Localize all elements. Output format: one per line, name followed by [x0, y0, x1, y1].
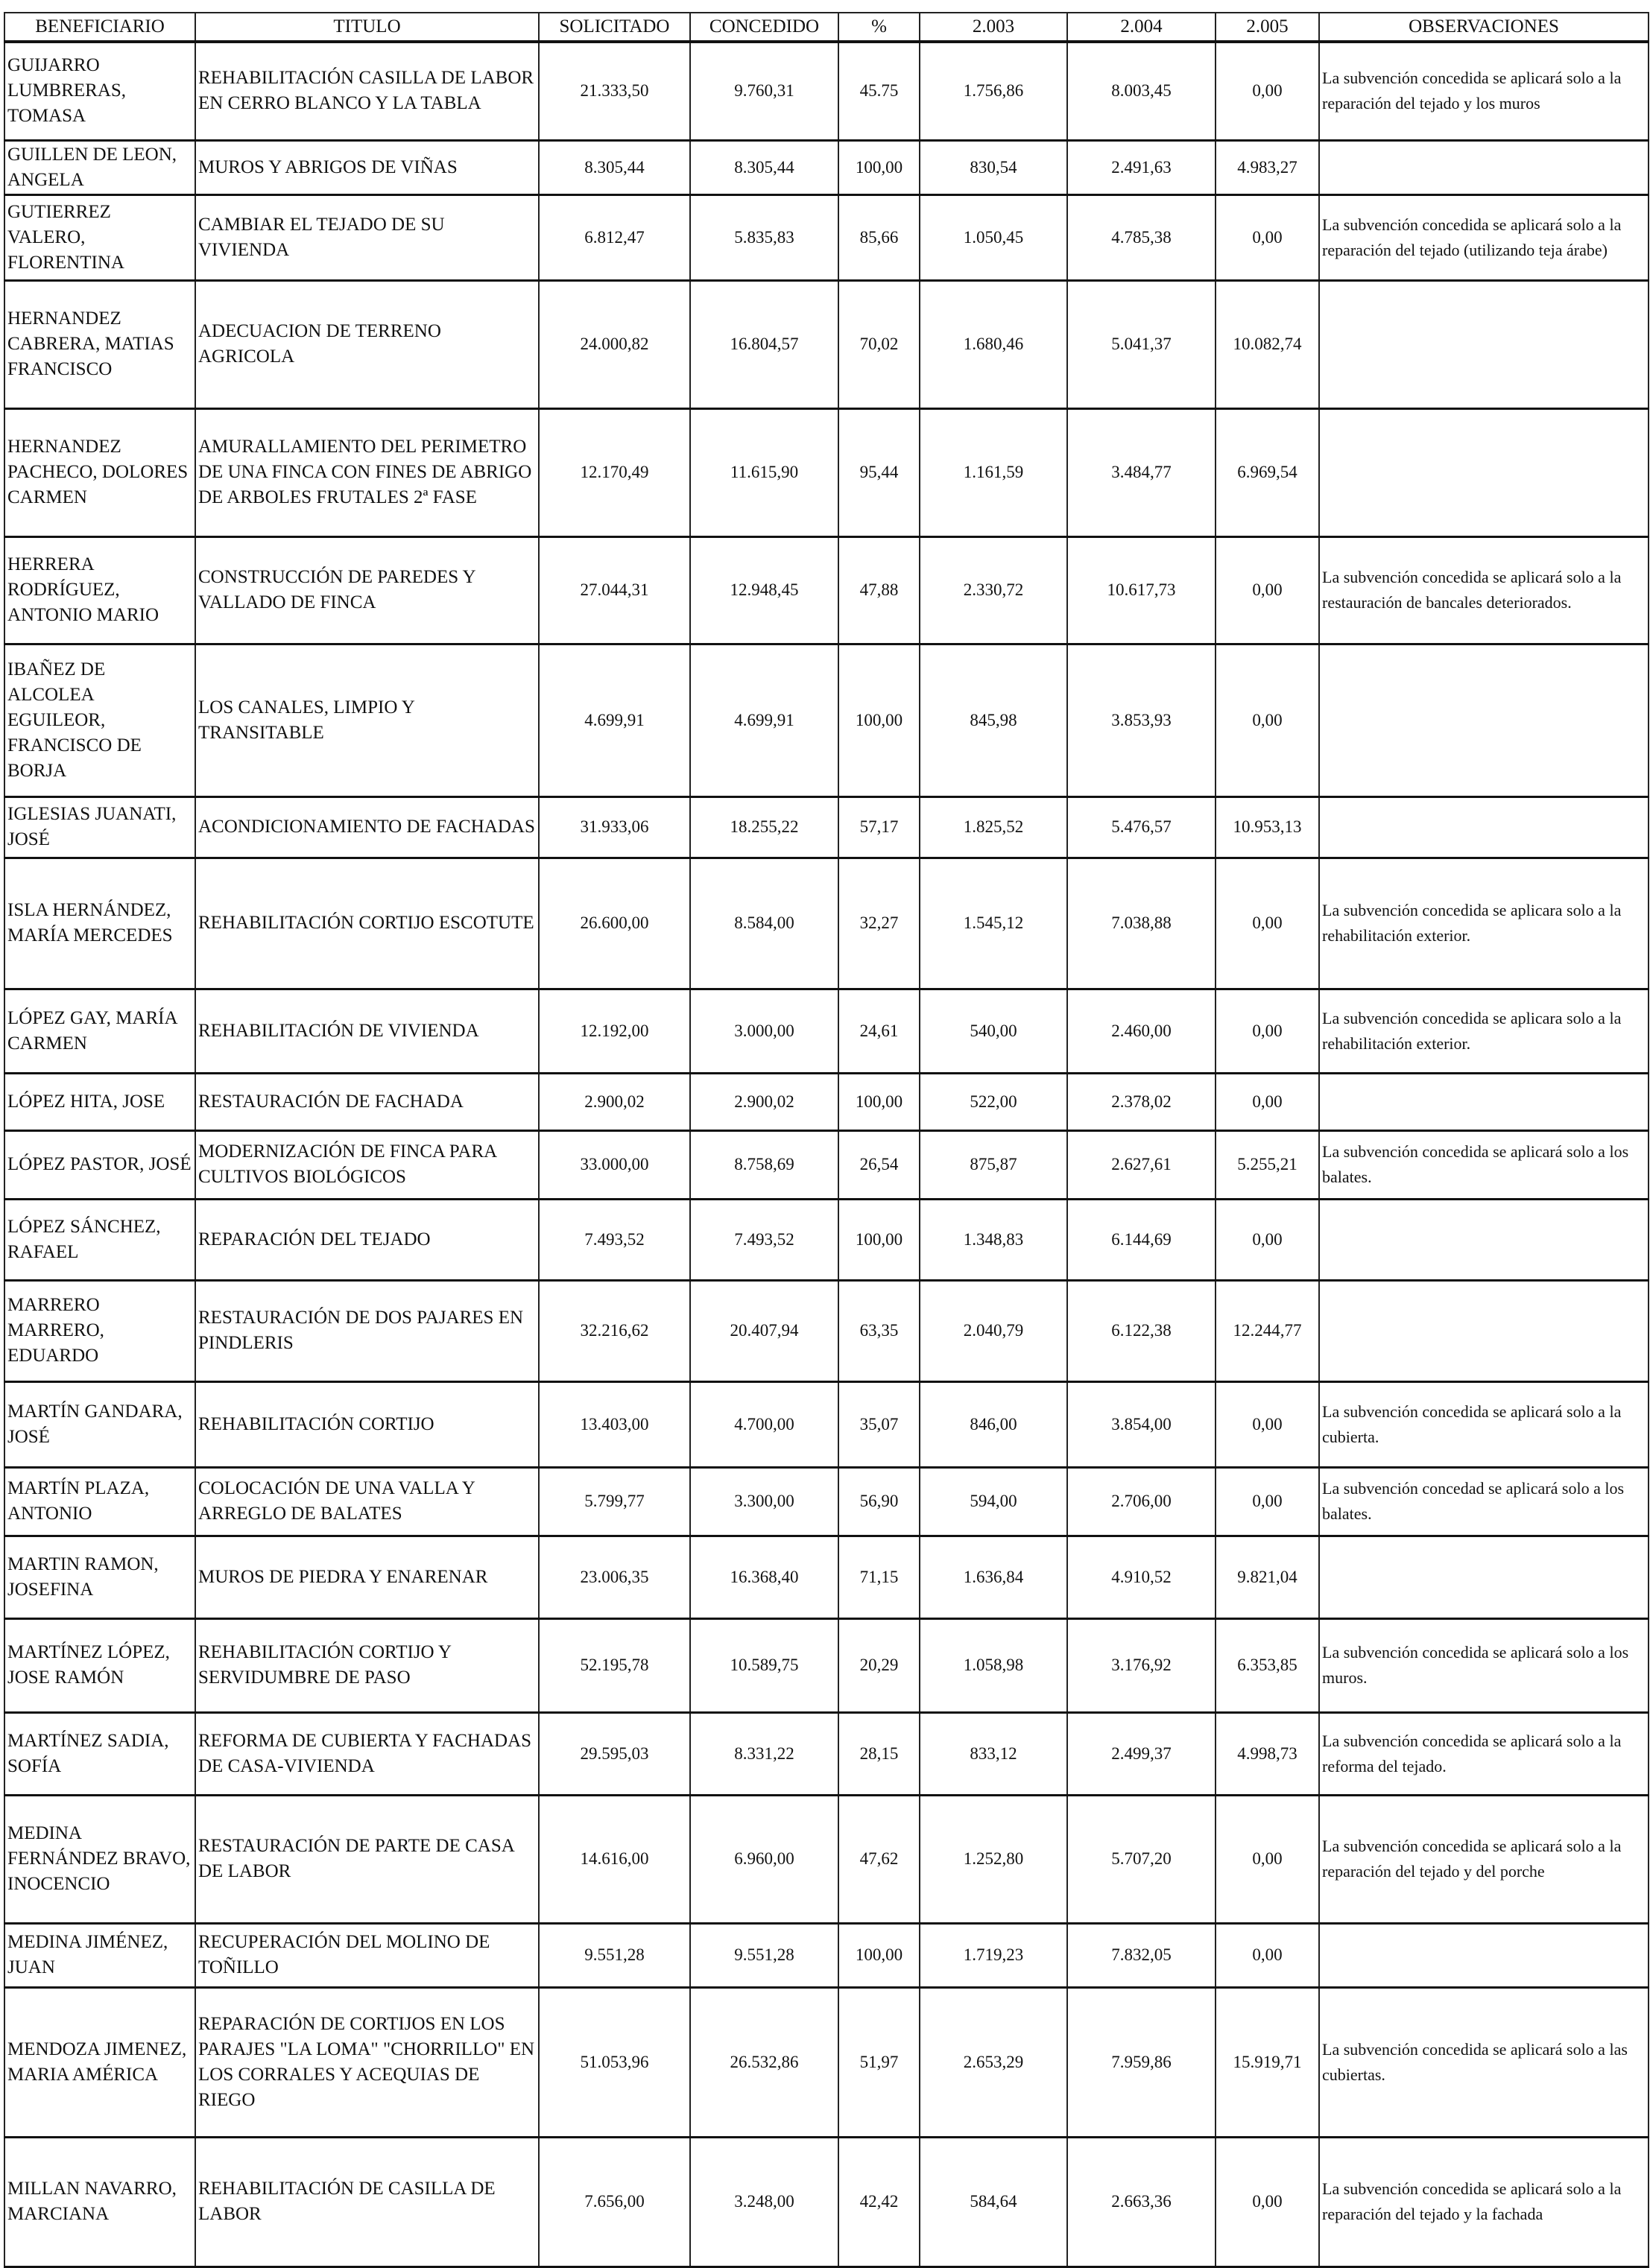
requested-cell: 6.812,47 [539, 194, 690, 280]
year-2005-cell: 0,00 [1216, 2137, 1319, 2267]
year-2004-cell: 3.484,77 [1067, 408, 1216, 536]
requested-cell: 31.933,06 [539, 796, 690, 858]
year-2003-cell: 2.653,29 [920, 1987, 1067, 2137]
requested-cell: 7.493,52 [539, 1199, 690, 1280]
beneficiary-cell: MARRERO MARRERO, EDUARDO [4, 1280, 195, 1381]
granted-cell: 3.248,00 [690, 2137, 838, 2267]
observations-cell [1319, 796, 1649, 858]
requested-cell: 27.044,31 [539, 536, 690, 644]
year-2005-cell: 0,00 [1216, 42, 1319, 140]
beneficiary-cell: LÓPEZ HITA, JOSE [4, 1073, 195, 1130]
observations-cell: La subvención concedida se aplicara solo a la rehabilitación exterior. [1319, 989, 1649, 1073]
title-cell: REHABILITACIÓN CORTIJO [195, 1381, 539, 1467]
percent-cell: 35,07 [838, 1381, 920, 1467]
table-row [4, 1795, 1649, 1923]
year-2003-cell: 875,87 [920, 1130, 1067, 1199]
year-2005-cell: 0,00 [1216, 1073, 1319, 1130]
beneficiary-cell: MILLAN NAVARRO, MARCIANA [4, 2137, 195, 2267]
column-header-beneficiario: BENEFICIARIO [4, 13, 195, 42]
title-cell: REPARACIÓN DEL TEJADO [195, 1199, 539, 1280]
year-2004-cell: 2.378,02 [1067, 1073, 1216, 1130]
title-cell: COLOCACIÓN DE UNA VALLA Y ARREGLO DE BALATES [195, 1467, 539, 1536]
beneficiary-cell: LÓPEZ GAY, MARÍA CARMEN [4, 989, 195, 1073]
year-2004-cell: 4.910,52 [1067, 1536, 1216, 1618]
requested-cell: 33.000,00 [539, 1130, 690, 1199]
year-2004-cell: 2.491,63 [1067, 140, 1216, 194]
beneficiary-cell: LÓPEZ PASTOR, JOSÉ [4, 1130, 195, 1199]
year-2005-cell: 10.082,74 [1216, 280, 1319, 408]
requested-cell: 8.305,44 [539, 140, 690, 194]
year-2005-cell: 0,00 [1216, 536, 1319, 644]
table-row [4, 1130, 1649, 1199]
column-header-year-2005: 2.005 [1216, 13, 1319, 42]
table-row [4, 1712, 1649, 1795]
year-2005-cell: 0,00 [1216, 1199, 1319, 1280]
percent-cell: 42,42 [838, 2137, 920, 2267]
year-2004-cell: 5.707,20 [1067, 1795, 1216, 1923]
year-2005-cell: 6.969,54 [1216, 408, 1319, 536]
observations-cell: La subvención concedida se aplicará solo a la reparación del tejado y del porche [1319, 1795, 1649, 1923]
granted-cell: 4.700,00 [690, 1381, 838, 1467]
observations-cell [1319, 1199, 1649, 1280]
percent-cell: 24,61 [838, 989, 920, 1073]
year-2003-cell: 1.719,23 [920, 1923, 1067, 1987]
title-cell: REHABILITACIÓN CASILLA DE LABOR EN CERRO BLANCO Y LA TABLA [195, 42, 539, 140]
year-2003-cell: 594,00 [920, 1467, 1067, 1536]
requested-cell: 52.195,78 [539, 1618, 690, 1712]
observations-cell [1319, 408, 1649, 536]
beneficiary-cell: HERNANDEZ CABRERA, MATIAS FRANCISCO [4, 280, 195, 408]
year-2005-cell: 0,00 [1216, 989, 1319, 1073]
title-cell: AMURALLAMIENTO DEL PERIMETRO DE UNA FINCA CON FINES DE ABRIGO DE ARBOLES FRUTALES 2ª FASE [195, 408, 539, 536]
requested-cell: 51.053,96 [539, 1987, 690, 2137]
title-cell: REHABILITACIÓN CORTIJO Y SERVIDUMBRE DE PASO [195, 1618, 539, 1712]
year-2004-cell: 2.706,00 [1067, 1467, 1216, 1536]
granted-cell: 7.493,52 [690, 1199, 838, 1280]
requested-cell: 7.656,00 [539, 2137, 690, 2267]
percent-cell: 26,54 [838, 1130, 920, 1199]
granted-cell: 12.948,45 [690, 536, 838, 644]
granted-cell: 16.368,40 [690, 1536, 838, 1618]
beneficiary-cell: MARTÍN GANDARA, JOSÉ [4, 1381, 195, 1467]
granted-cell: 9.760,31 [690, 42, 838, 140]
observations-cell: La subvención concedad se aplicará solo a los balates. [1319, 1467, 1649, 1536]
observations-cell [1319, 1923, 1649, 1987]
year-2003-cell: 846,00 [920, 1381, 1067, 1467]
granted-cell: 8.584,00 [690, 858, 838, 989]
year-2004-cell: 8.003,45 [1067, 42, 1216, 140]
year-2004-cell: 7.038,88 [1067, 858, 1216, 989]
requested-cell: 12.192,00 [539, 989, 690, 1073]
year-2004-cell: 2.499,37 [1067, 1712, 1216, 1795]
title-cell: MUROS DE PIEDRA Y ENARENAR [195, 1536, 539, 1618]
table-row [4, 42, 1649, 140]
granted-cell: 20.407,94 [690, 1280, 838, 1381]
observations-cell: La subvención concedida se aplicará solo a los muros. [1319, 1618, 1649, 1712]
year-2005-cell: 10.953,13 [1216, 796, 1319, 858]
observations-cell: La subvención concedida se aplicará solo a la reparación del tejado (utilizando teja árabe) [1319, 194, 1649, 280]
requested-cell: 29.595,03 [539, 1712, 690, 1795]
year-2005-cell: 0,00 [1216, 644, 1319, 796]
table-row [4, 140, 1649, 194]
year-2003-cell: 1.756,86 [920, 42, 1067, 140]
year-2003-cell: 1.825,52 [920, 796, 1067, 858]
percent-cell: 100,00 [838, 140, 920, 194]
table-row [4, 2137, 1649, 2267]
granted-cell: 2.900,02 [690, 1073, 838, 1130]
beneficiary-cell: GUTIERREZ VALERO, FLORENTINA [4, 194, 195, 280]
year-2004-cell: 5.476,57 [1067, 796, 1216, 858]
observations-cell [1319, 140, 1649, 194]
observations-cell: La subvención concedida se aplicara solo a la rehabilitación exterior. [1319, 858, 1649, 989]
requested-cell: 12.170,49 [539, 408, 690, 536]
column-header-year-2004: 2.004 [1067, 13, 1216, 42]
column-header-year-2003: 2.003 [920, 13, 1067, 42]
granted-cell: 8.758,69 [690, 1130, 838, 1199]
percent-cell: 71,15 [838, 1536, 920, 1618]
title-cell: REPARACIÓN DE CORTIJOS EN LOS PARAJES "LA LOMA" "CHORRILLO" EN LOS CORRALES Y ACEQUIAS DE RIEGO [195, 1987, 539, 2137]
year-2005-cell: 0,00 [1216, 1923, 1319, 1987]
table-row [4, 408, 1649, 536]
observations-cell: La subvención concedida se aplicará solo a la reforma del tejado. [1319, 1712, 1649, 1795]
title-cell: RESTAURACIÓN DE FACHADA [195, 1073, 539, 1130]
requested-cell: 14.616,00 [539, 1795, 690, 1923]
percent-cell: 100,00 [838, 1199, 920, 1280]
granted-cell: 8.305,44 [690, 140, 838, 194]
title-cell: RESTAURACIÓN DE DOS PAJARES EN PINDLERIS [195, 1280, 539, 1381]
beneficiary-cell: MARTÍNEZ LÓPEZ, JOSE RAMÓN [4, 1618, 195, 1712]
percent-cell: 100,00 [838, 644, 920, 796]
percent-cell: 56,90 [838, 1467, 920, 1536]
table-row [4, 1987, 1649, 2137]
year-2005-cell: 0,00 [1216, 194, 1319, 280]
title-cell: REHABILITACIÓN DE VIVIENDA [195, 989, 539, 1073]
year-2005-cell: 0,00 [1216, 1467, 1319, 1536]
percent-cell: 95,44 [838, 408, 920, 536]
year-2003-cell: 1.252,80 [920, 1795, 1067, 1923]
table-row [4, 280, 1649, 408]
title-cell: MUROS Y ABRIGOS DE VIÑAS [195, 140, 539, 194]
observations-cell [1319, 1280, 1649, 1381]
year-2004-cell: 10.617,73 [1067, 536, 1216, 644]
year-2004-cell: 7.959,86 [1067, 1987, 1216, 2137]
percent-cell: 100,00 [838, 1923, 920, 1987]
beneficiary-cell: IBAÑEZ DE ALCOLEA EGUILEOR, FRANCISCO DE BORJA [4, 644, 195, 796]
beneficiary-cell: LÓPEZ SÁNCHEZ, RAFAEL [4, 1199, 195, 1280]
beneficiary-cell: GUIJARRO LUMBRERAS, TOMASA [4, 42, 195, 140]
year-2005-cell: 4.998,73 [1216, 1712, 1319, 1795]
year-2004-cell: 3.853,93 [1067, 644, 1216, 796]
percent-cell: 32,27 [838, 858, 920, 989]
table-row [4, 644, 1649, 796]
beneficiary-cell: IGLESIAS JUANATI, JOSÉ [4, 796, 195, 858]
title-cell: CAMBIAR EL TEJADO DE SU VIVIENDA [195, 194, 539, 280]
table-row [4, 989, 1649, 1073]
granted-cell: 26.532,86 [690, 1987, 838, 2137]
beneficiary-cell: HERNANDEZ PACHECO, DOLORES CARMEN [4, 408, 195, 536]
requested-cell: 13.403,00 [539, 1381, 690, 1467]
granted-cell: 8.331,22 [690, 1712, 838, 1795]
observations-cell: La subvención concedida se aplicará solo a la reparación del tejado y la fachada [1319, 2137, 1649, 2267]
requested-cell: 9.551,28 [539, 1923, 690, 1987]
granted-cell: 18.255,22 [690, 796, 838, 858]
year-2003-cell: 833,12 [920, 1712, 1067, 1795]
table-row [4, 1199, 1649, 1280]
year-2004-cell: 4.785,38 [1067, 194, 1216, 280]
percent-cell: 28,15 [838, 1712, 920, 1795]
granted-cell: 5.835,83 [690, 194, 838, 280]
year-2003-cell: 540,00 [920, 989, 1067, 1073]
percent-cell: 47,88 [838, 536, 920, 644]
year-2005-cell: 15.919,71 [1216, 1987, 1319, 2137]
observations-cell [1319, 1536, 1649, 1618]
requested-cell: 26.600,00 [539, 858, 690, 989]
column-header-percent: % [838, 13, 920, 42]
observations-cell [1319, 280, 1649, 408]
requested-cell: 23.006,35 [539, 1536, 690, 1618]
percent-cell: 63,35 [838, 1280, 920, 1381]
beneficiary-cell: GUILLEN DE LEON, ANGELA [4, 140, 195, 194]
percent-cell: 47,62 [838, 1795, 920, 1923]
requested-cell: 2.900,02 [539, 1073, 690, 1130]
percent-cell: 70,02 [838, 280, 920, 408]
table-row [4, 1536, 1649, 1618]
table-row [4, 1923, 1649, 1987]
year-2003-cell: 845,98 [920, 644, 1067, 796]
granted-cell: 3.000,00 [690, 989, 838, 1073]
year-2005-cell: 5.255,21 [1216, 1130, 1319, 1199]
year-2004-cell: 3.854,00 [1067, 1381, 1216, 1467]
year-2003-cell: 1.545,12 [920, 858, 1067, 989]
year-2004-cell: 5.041,37 [1067, 280, 1216, 408]
title-cell: MODERNIZACIÓN DE FINCA PARA CULTIVOS BIOLÓGICOS [195, 1130, 539, 1199]
year-2003-cell: 1.058,98 [920, 1618, 1067, 1712]
percent-cell: 57,17 [838, 796, 920, 858]
requested-cell: 4.699,91 [539, 644, 690, 796]
title-cell: REFORMA DE CUBIERTA Y FACHADAS DE CASA-VIVIENDA [195, 1712, 539, 1795]
requested-cell: 5.799,77 [539, 1467, 690, 1536]
year-2003-cell: 2.040,79 [920, 1280, 1067, 1381]
title-cell: REHABILITACIÓN CORTIJO ESCOTUTE [195, 858, 539, 989]
beneficiary-cell: MARTÍN PLAZA, ANTONIO [4, 1467, 195, 1536]
year-2005-cell: 0,00 [1216, 858, 1319, 989]
granted-cell: 3.300,00 [690, 1467, 838, 1536]
beneficiary-cell: MEDINA FERNÁNDEZ BRAVO, INOCENCIO [4, 1795, 195, 1923]
year-2003-cell: 1.348,83 [920, 1199, 1067, 1280]
table-row [4, 1467, 1649, 1536]
year-2003-cell: 1.680,46 [920, 280, 1067, 408]
year-2005-cell: 0,00 [1216, 1795, 1319, 1923]
year-2004-cell: 6.122,38 [1067, 1280, 1216, 1381]
year-2003-cell: 522,00 [920, 1073, 1067, 1130]
percent-cell: 85,66 [838, 194, 920, 280]
granted-cell: 11.615,90 [690, 408, 838, 536]
table-row [4, 1073, 1649, 1130]
title-cell: LOS CANALES, LIMPIO Y TRANSITABLE [195, 644, 539, 796]
requested-cell: 32.216,62 [539, 1280, 690, 1381]
year-2004-cell: 7.832,05 [1067, 1923, 1216, 1987]
table-row [4, 858, 1649, 989]
table-row [4, 194, 1649, 280]
requested-cell: 21.333,50 [539, 42, 690, 140]
column-header-observaciones: OBSERVACIONES [1319, 13, 1649, 42]
column-header-solicitado: SOLICITADO [539, 13, 690, 42]
observations-cell [1319, 1073, 1649, 1130]
percent-cell: 51,97 [838, 1987, 920, 2137]
granted-cell: 4.699,91 [690, 644, 838, 796]
observations-cell [1319, 644, 1649, 796]
percent-cell: 100,00 [838, 1073, 920, 1130]
granted-cell: 6.960,00 [690, 1795, 838, 1923]
title-cell: ACONDICIONAMIENTO DE FACHADAS [195, 796, 539, 858]
year-2005-cell: 0,00 [1216, 1381, 1319, 1467]
title-cell: RESTAURACIÓN DE PARTE DE CASA DE LABOR [195, 1795, 539, 1923]
year-2004-cell: 3.176,92 [1067, 1618, 1216, 1712]
title-cell: REHABILITACIÓN DE CASILLA DE LABOR [195, 2137, 539, 2267]
percent-cell: 20,29 [838, 1618, 920, 1712]
beneficiary-cell: MARTÍNEZ SADIA, SOFÍA [4, 1712, 195, 1795]
table-row [4, 1381, 1649, 1467]
year-2004-cell: 2.663,36 [1067, 2137, 1216, 2267]
title-cell: RECUPERACIÓN DEL MOLINO DE TOÑILLO [195, 1923, 539, 1987]
granted-cell: 16.804,57 [690, 280, 838, 408]
beneficiary-cell: ISLA HERNÁNDEZ, MARÍA MERCEDES [4, 858, 195, 989]
year-2005-cell: 6.353,85 [1216, 1618, 1319, 1712]
percent-cell: 45.75 [838, 42, 920, 140]
year-2005-cell: 4.983,27 [1216, 140, 1319, 194]
year-2004-cell: 6.144,69 [1067, 1199, 1216, 1280]
table-body [4, 42, 1649, 2267]
subsidies-table [4, 12, 1649, 2268]
header-row [4, 13, 1649, 42]
year-2003-cell: 830,54 [920, 140, 1067, 194]
table-row [4, 1618, 1649, 1712]
observations-cell: La subvención concedida se aplicará solo a las cubiertas. [1319, 1987, 1649, 2137]
granted-cell: 10.589,75 [690, 1618, 838, 1712]
observations-cell: La subvención concedida se aplicará solo a la reparación del tejado y los muros [1319, 42, 1649, 140]
year-2004-cell: 2.460,00 [1067, 989, 1216, 1073]
observations-cell: La subvención concedida se aplicará solo a la restauración de bancales deteriorados. [1319, 536, 1649, 644]
year-2005-cell: 9.821,04 [1216, 1536, 1319, 1618]
beneficiary-cell: MARTIN RAMON, JOSEFINA [4, 1536, 195, 1618]
year-2003-cell: 1.636,84 [920, 1536, 1067, 1618]
beneficiary-cell: HERRERA RODRÍGUEZ, ANTONIO MARIO [4, 536, 195, 644]
year-2005-cell: 12.244,77 [1216, 1280, 1319, 1381]
title-cell: ADECUACION DE TERRENO AGRICOLA [195, 280, 539, 408]
observations-cell: La subvención concedida se aplicará solo a los balates. [1319, 1130, 1649, 1199]
observations-cell: La subvención concedida se aplicará solo a la cubierta. [1319, 1381, 1649, 1467]
column-header-titulo: TITULO [195, 13, 539, 42]
table-row [4, 796, 1649, 858]
beneficiary-cell: MEDINA JIMÉNEZ, JUAN [4, 1923, 195, 1987]
granted-cell: 9.551,28 [690, 1923, 838, 1987]
year-2003-cell: 1.050,45 [920, 194, 1067, 280]
beneficiary-cell: MENDOZA JIMENEZ, MARIA AMÉRICA [4, 1987, 195, 2137]
table-row [4, 1280, 1649, 1381]
year-2003-cell: 584,64 [920, 2137, 1067, 2267]
year-2003-cell: 1.161,59 [920, 408, 1067, 536]
table-row [4, 536, 1649, 644]
title-cell: CONSTRUCCIÓN DE PAREDES Y VALLADO DE FINCA [195, 536, 539, 644]
requested-cell: 24.000,82 [539, 280, 690, 408]
year-2003-cell: 2.330,72 [920, 536, 1067, 644]
column-header-concedido: CONCEDIDO [690, 13, 838, 42]
year-2004-cell: 2.627,61 [1067, 1130, 1216, 1199]
